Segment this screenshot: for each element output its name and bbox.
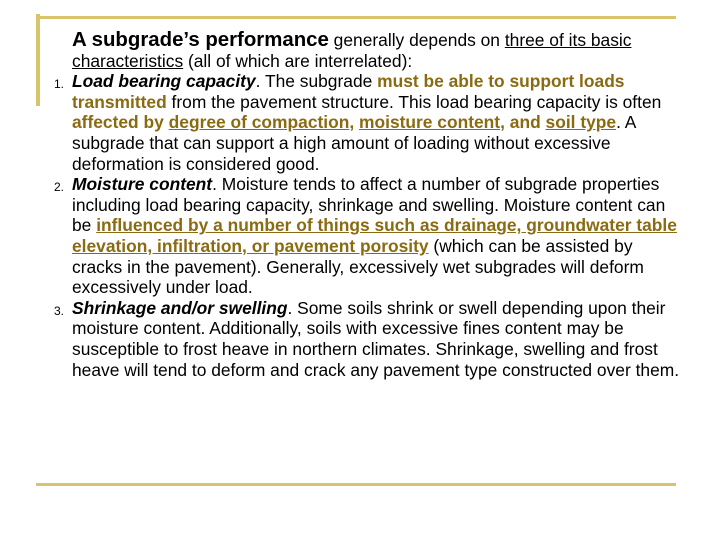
item-term: Shrinkage and/or swelling <box>72 297 288 318</box>
item-highlight: affected by <box>72 112 169 133</box>
item-highlight: , <box>500 112 510 133</box>
intro-three-of: three of its basic characteristics <box>72 30 632 71</box>
slide-content <box>40 30 680 380</box>
item-term: Moisture content <box>72 174 213 195</box>
item-text: . The subgrade <box>255 71 378 92</box>
item-text: . A subgrade that can support a high amount of loading without excessive deformation is considered good. <box>72 112 636 174</box>
item-text: . Moisture tends to affect a number of subgrade properties including load bearing capacity, shrinkage and swelling. Moisture content can be <box>72 174 666 236</box>
intro-paragraph <box>72 30 680 71</box>
top-accent-rule <box>36 16 676 19</box>
list-item-shrinkage <box>40 298 680 380</box>
item-text: . Some soils shrink or swell depending upon their moisture content. Additionally, soils with excessive fines content may be susceptible to frost heave in northern climates. Shrinkage, swelling and frost heave will tend to deform and crack any pavement type constructed over them. <box>72 297 680 380</box>
item-term: Load bearing capacity <box>72 71 256 92</box>
item-highlight-underlined: soil type <box>545 112 617 133</box>
list-number: 2. <box>53 180 64 195</box>
intro-title: A subgrade’s performance <box>72 29 329 51</box>
list-item-load-bearing <box>40 71 680 174</box>
item-highlight-underlined: moisture content <box>359 112 501 133</box>
intro-text-1: generally depends on <box>328 30 505 50</box>
list-item-moisture <box>40 174 680 298</box>
item-highlight: must be able to support loads transmitted <box>72 71 625 112</box>
item-highlight-underlined: influenced by a number of things such as drainage, groundwater table elevation, infiltration, or pavement porosity <box>72 215 677 256</box>
item-highlight-underlined: degree of compaction <box>168 112 350 133</box>
item-highlight: , <box>349 112 360 133</box>
bottom-accent-rule <box>36 483 676 486</box>
item-text: from the pavement structure. This load bearing capacity is often <box>166 91 662 112</box>
list-number: 3. <box>53 303 64 318</box>
characteristics-list <box>40 71 680 380</box>
intro-text-2: (all of which are interrelated): <box>183 50 413 71</box>
item-highlight: and <box>509 112 546 133</box>
item-text: (which can be assisted by cracks in the pavement). Generally, excessively wet subgrades will deform excessively under load. <box>72 235 644 298</box>
list-number: 1. <box>53 77 64 92</box>
